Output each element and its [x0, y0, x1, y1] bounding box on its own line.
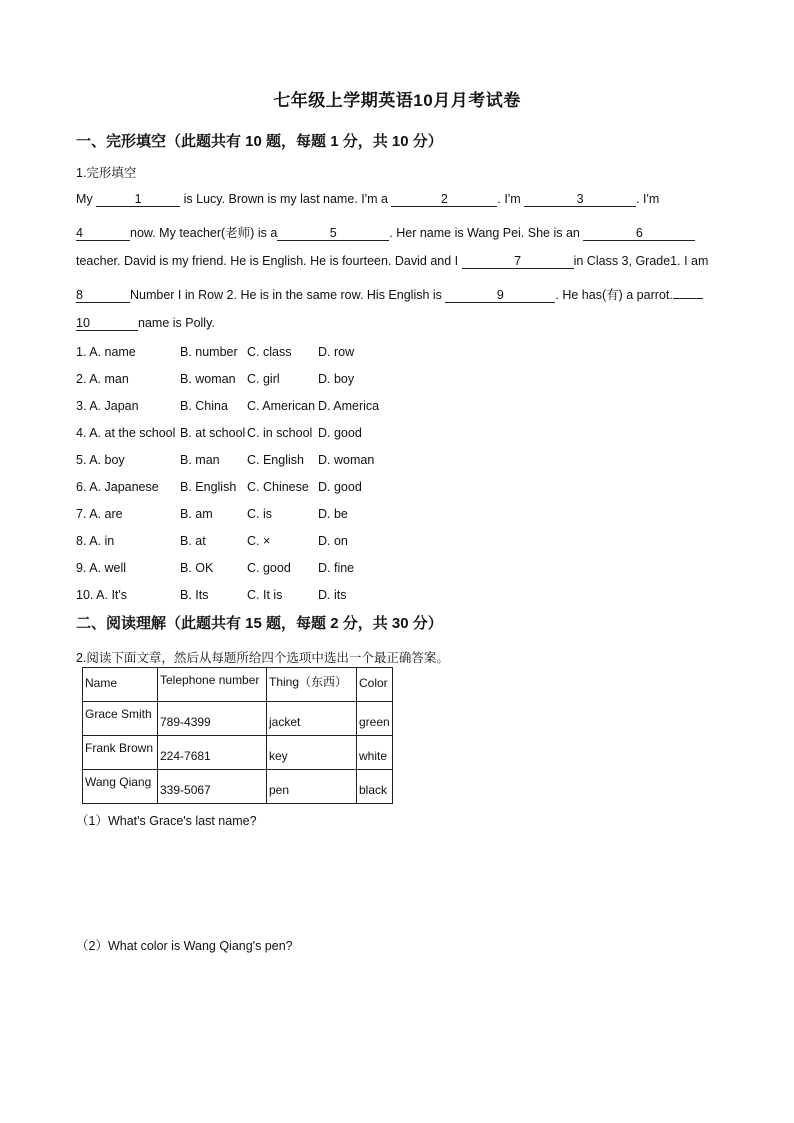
option-choice[interactable]: C. It is — [247, 588, 283, 602]
cell-thing: key — [267, 736, 357, 770]
section2-heading: 二、阅读理解（此题共有 15 题，每题 2 分，共 30 分） — [76, 615, 443, 632]
reading-question-2: （2）What color is Wang Qiang's pen? — [76, 939, 293, 953]
cell-telephone: 339-5067 — [158, 770, 267, 804]
option-choice[interactable]: D. good — [318, 480, 362, 494]
reading-question-1: （1）What's Grace's last name? — [76, 814, 257, 828]
passage-line-5 — [76, 316, 720, 331]
blank-10[interactable]: 10 — [76, 316, 138, 331]
option-choice[interactable]: D. boy — [318, 372, 355, 386]
cell-thing: jacket — [267, 702, 357, 736]
passage-text: teacher. David is my friend. He is English. He is fourteen. David and I — [76, 254, 462, 268]
passage-text: now. My teacher(老师) is a — [130, 226, 278, 240]
option-choice[interactable]: 3. A. Japan — [76, 399, 139, 413]
cell-color: black — [357, 770, 393, 804]
table-row — [83, 770, 393, 804]
option-choice[interactable]: C. English — [247, 453, 304, 467]
option-choice[interactable]: B. woman — [180, 372, 236, 386]
option-choice[interactable]: D. woman — [318, 453, 375, 467]
blank-3[interactable]: 3 — [524, 192, 636, 207]
option-choice[interactable]: 9. A. well — [76, 561, 127, 575]
option-choice[interactable]: 8. A. in — [76, 534, 115, 548]
option-choice[interactable]: D. good — [318, 426, 362, 440]
cell-color: white — [357, 736, 393, 770]
blank-5[interactable]: 5 — [277, 226, 389, 241]
blank-7[interactable]: 7 — [462, 254, 574, 269]
blank-2[interactable]: 2 — [391, 192, 497, 207]
option-choice[interactable]: D. America — [318, 399, 380, 413]
cell-thing: pen — [267, 770, 357, 804]
option-choice[interactable]: C. good — [247, 561, 291, 575]
passage-text: . Her name is Wang Pei. She is an — [389, 226, 584, 240]
option-choice[interactable]: 10. A. It's — [76, 588, 128, 602]
option-choice[interactable]: D. fine — [318, 561, 355, 575]
option-choice[interactable]: B. Its — [180, 588, 209, 602]
option-choice[interactable]: B. at school — [180, 426, 246, 440]
cell-telephone: 789-4399 — [158, 702, 267, 736]
header-thing: Thing（东西） — [267, 668, 357, 702]
passage-line-1 — [76, 192, 720, 207]
blank-6[interactable]: 6 — [583, 226, 695, 241]
passage-text: in Class 3, Grade1. I am — [573, 254, 709, 268]
header-name: Name — [83, 668, 158, 702]
blank-8[interactable]: 8 — [76, 288, 130, 303]
option-choice[interactable]: B. OK — [180, 561, 214, 575]
passage-text: name is Polly. — [138, 316, 215, 330]
blank-9[interactable]: 9 — [445, 288, 555, 303]
blank-10-line — [673, 298, 703, 299]
option-choice[interactable]: C. American — [247, 399, 316, 413]
cell-name: Grace Smith — [83, 702, 158, 736]
option-choice[interactable]: 1. A. name — [76, 345, 136, 359]
option-choice[interactable]: B. am — [180, 507, 213, 521]
option-choice[interactable]: D. on — [318, 534, 348, 548]
section1-heading: 一、完形填空（此题共有 10 题，每题 1 分，共 10 分） — [76, 133, 443, 150]
option-choice[interactable]: C. is — [247, 507, 272, 521]
option-choice[interactable]: 4. A. at the school — [76, 426, 176, 440]
option-choice[interactable]: B. man — [180, 453, 220, 467]
reading-instruction: 2.阅读下面文章，然后从每题所给四个选项中选出一个最正确答案。 — [76, 651, 449, 665]
option-choice[interactable]: B. number — [180, 345, 238, 359]
table-row — [83, 736, 393, 770]
option-choice[interactable]: 5. A. boy — [76, 453, 125, 467]
blank-1[interactable]: 1 — [96, 192, 180, 207]
passage-text: My — [76, 192, 97, 206]
exam-title: 七年级上学期英语10月月考试卷 — [273, 91, 521, 110]
passage-text: is Lucy. Brown is my last name. I'm a — [183, 192, 392, 206]
option-choice[interactable]: B. at — [180, 534, 206, 548]
option-choice[interactable]: D. be — [318, 507, 348, 521]
blank-4[interactable]: 4 — [76, 226, 130, 241]
option-choice[interactable]: C. girl — [247, 372, 280, 386]
table-row — [83, 702, 393, 736]
info-table — [82, 667, 393, 804]
option-choice[interactable]: C. class — [247, 345, 292, 359]
option-choice[interactable]: D. row — [318, 345, 355, 359]
cloze-question-label: 1.完形填空 — [76, 166, 137, 180]
passage-line-4 — [76, 285, 720, 303]
cell-color: green — [357, 702, 393, 736]
header-telephone: Telephone number — [158, 668, 267, 702]
passage-line-2 — [76, 223, 720, 241]
option-choice[interactable]: 7. A. are — [76, 507, 123, 521]
passage-text: . I'm — [636, 192, 660, 206]
passage-text: Number I in Row 2. He is in the same row. His English is — [130, 288, 446, 302]
cell-name: Frank Brown — [83, 736, 158, 770]
passage-text: . He has(有) a parrot. — [555, 288, 673, 302]
option-choice[interactable]: B. English — [180, 480, 237, 494]
option-choice[interactable]: C. × — [247, 534, 271, 548]
option-choice[interactable]: 6. A. Japanese — [76, 480, 159, 494]
option-choice[interactable]: 2. A. man — [76, 372, 129, 386]
passage-line-3 — [76, 254, 720, 269]
option-choice[interactable]: B. China — [180, 399, 228, 413]
cell-telephone: 224-7681 — [158, 736, 267, 770]
option-choice[interactable]: C. in school — [247, 426, 313, 440]
cell-name: Wang Qiang — [83, 770, 158, 804]
passage-text: . I'm — [497, 192, 525, 206]
table-header-row — [83, 668, 393, 702]
option-choice[interactable]: D. its — [318, 588, 347, 602]
header-color: Color — [357, 668, 393, 702]
option-choice[interactable]: C. Chinese — [247, 480, 309, 494]
